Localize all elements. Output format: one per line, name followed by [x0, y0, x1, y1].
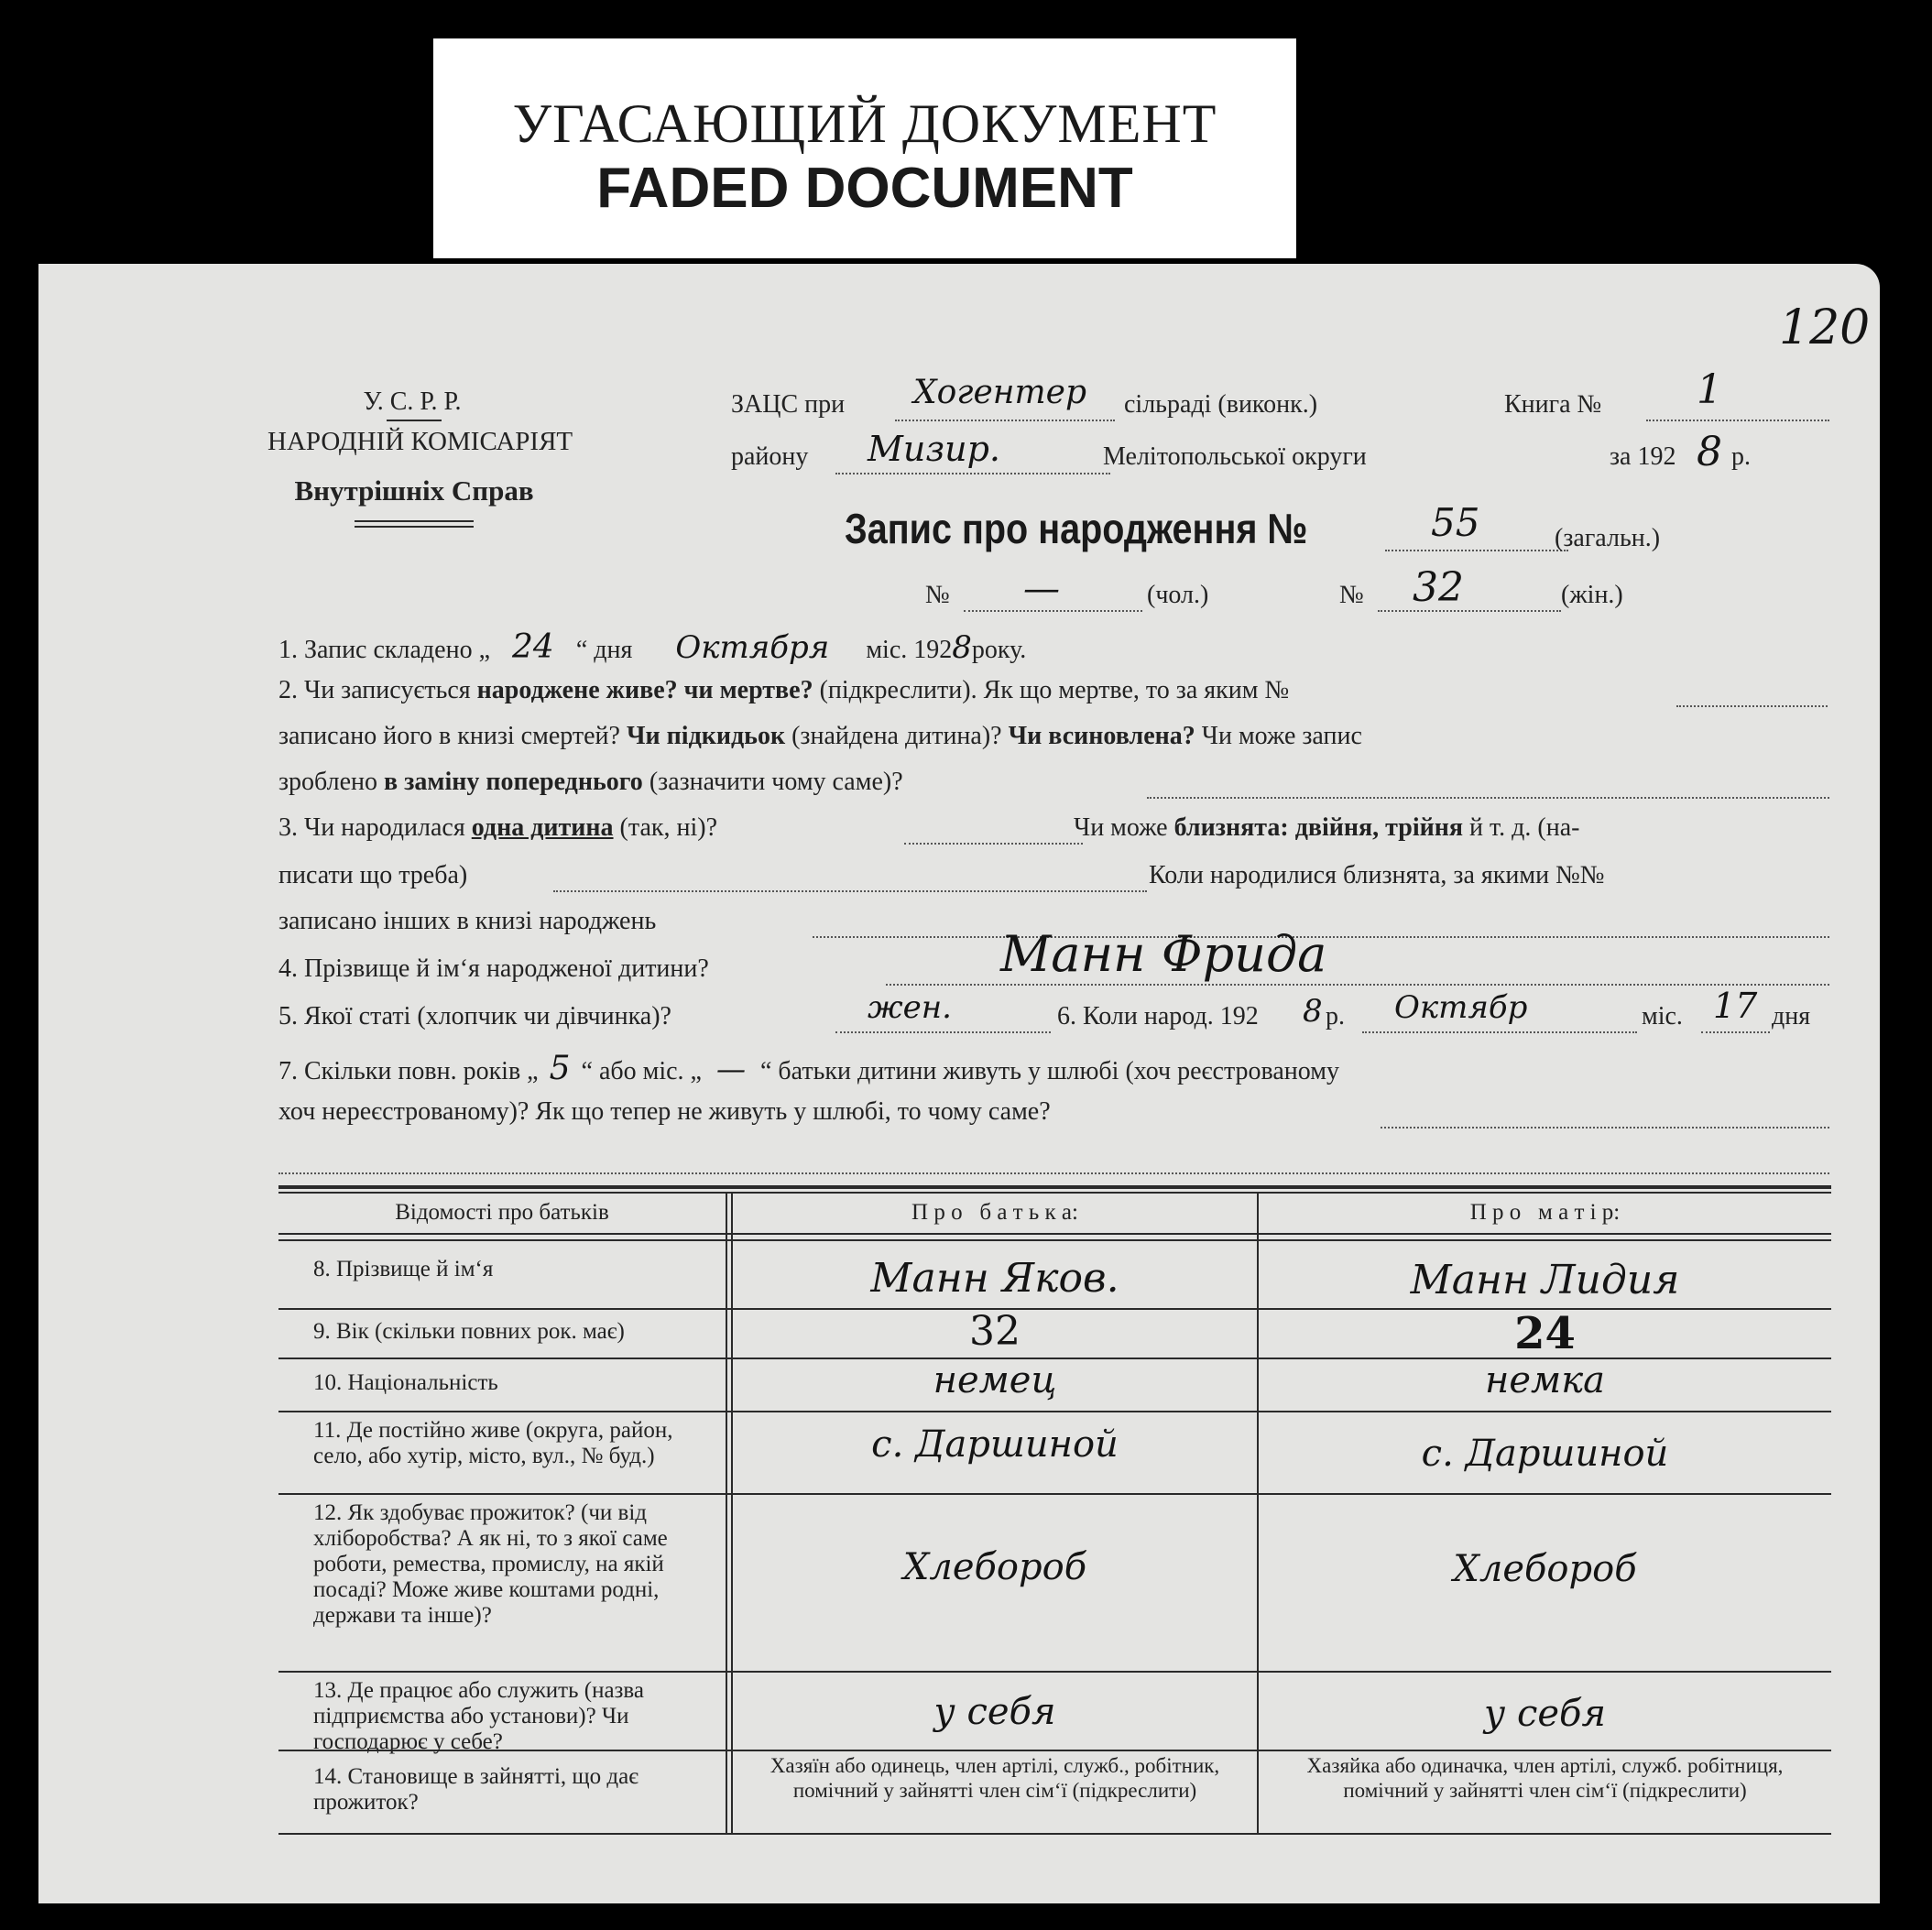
q2-line1: 2. Чи записується народжене живе? чи мертве? (підкреслити). Як що мертве, то за яким № — [278, 676, 1290, 704]
row-label-workplace: 13. Де працює або служить (назва підприємства або установи)? Чи господарює у себе? — [313, 1678, 644, 1754]
male-no-label: № — [925, 581, 950, 609]
q5-text: 5. Якої статі (хлопчик чи дівчинка)? — [278, 1002, 671, 1030]
district-value: Мизир. — [868, 429, 1000, 469]
q6-year-suffix: р. — [1326, 1002, 1345, 1030]
q3-line2-a: писати що треба) — [278, 861, 468, 889]
label-russian: УГАСАЮЩИЙ ДОКУМЕНТ — [512, 93, 1217, 154]
field-line — [904, 843, 1083, 845]
q2-line3: зроблено в заміну попереднього (зазначити чому саме)? — [278, 768, 903, 796]
q1-part: “ дня — [575, 636, 633, 664]
q1-text — [278, 628, 1026, 666]
okrug-label: Мелітопольської округи — [1103, 442, 1367, 471]
birth-year-digit: 8 — [1303, 993, 1323, 1030]
mother-livelihood: Хлебороб — [1453, 1548, 1637, 1590]
table-header-father: П р о б а т ь к а: — [911, 1200, 1078, 1225]
child-sex: жен. — [868, 989, 952, 1026]
mother-workplace: у себя — [1484, 1693, 1606, 1735]
field-line — [1378, 610, 1561, 612]
q7-text: 7. Скільки повн. років „ 5 “ або міс. „ — “ батьки дитини живуть у шлюбі (хоч реєстрованому — [278, 1050, 1339, 1087]
birth-month: Октябр — [1394, 989, 1528, 1026]
q1-day: 24 — [512, 628, 554, 666]
birth-record-form — [38, 264, 1880, 1903]
record-title: Запис про народження № — [845, 505, 1308, 552]
father-name: Манн Яков. — [870, 1255, 1119, 1302]
marriage-years: 5 — [549, 1050, 571, 1087]
father-employment-status: Хазяїн або одинець, член артілі, служб., робітник, помічний у зайнятті член сім‘ї (підкреслити) — [770, 1754, 1220, 1802]
field-line — [1381, 1127, 1829, 1129]
mother-employment-status: Хазяйка або одиначка, член артілі, служб. робітниця, помічний у зайнятті член сім‘ї (підкреслити) — [1306, 1754, 1784, 1802]
mother-residence: с. Даршиной — [1421, 1433, 1669, 1475]
year-suffix: р. — [1731, 442, 1751, 471]
book-number: 1 — [1697, 366, 1722, 413]
field-line — [886, 984, 1829, 986]
q1-month: Октября — [675, 629, 830, 666]
field-line — [1147, 797, 1829, 799]
divider — [387, 420, 442, 421]
male-number: — — [1023, 568, 1060, 610]
zags-label: ЗАЦС при — [731, 390, 846, 419]
q1-year: 8 — [952, 629, 972, 666]
zags-village: Хогентер — [913, 374, 1086, 411]
council-label: сільраді (виконк.) — [1124, 390, 1318, 419]
label-english: FADED DOCUMENT — [596, 157, 1133, 220]
divider — [355, 520, 474, 522]
district-label: району — [731, 442, 809, 471]
q4-text: 4. Прізвище й ім‘я народженої дитини? — [278, 954, 709, 983]
table-header-info: Відомості про батьків — [395, 1200, 609, 1225]
female-label: (жін.) — [1561, 581, 1623, 609]
q1-part: 1. Запис складено „ — [278, 636, 490, 664]
q1-part: року. — [971, 636, 1027, 664]
row-label-nationality: 10. Національність — [313, 1370, 498, 1395]
field-line — [835, 473, 1110, 474]
record-number: 55 — [1431, 500, 1480, 545]
q6-label: 6. Коли народ. 192 — [1057, 1002, 1259, 1030]
general-label: (загальн.) — [1555, 524, 1661, 552]
q6-month-label: міс. — [1642, 1002, 1683, 1030]
q3-line1-a: 3. Чи народилася одна дитина (так, ні)? — [278, 813, 717, 842]
divider — [355, 526, 474, 528]
father-workplace: у себя — [933, 1691, 1056, 1733]
q6-day-label: дня — [1772, 1002, 1811, 1030]
row-label-employment-status: 14. Становище в зайнятті, що дає прожиток? — [313, 1764, 639, 1815]
child-name: Манн Фрида — [1000, 925, 1327, 983]
state-abbrev: У. С. Р. Р. — [363, 387, 462, 416]
field-line — [835, 1031, 1051, 1033]
field-line — [1362, 1031, 1637, 1033]
q3-line1-b: Чи може близнята: двійня, трійня й т. д. (на- — [1074, 813, 1580, 842]
q7-line2: хоч нереєстрованому)? Як що тепер не живуть у шлюбі, то чому саме? — [278, 1097, 1051, 1126]
q3-line2-b: Коли народилися близнята, за якими №№ — [1149, 861, 1605, 889]
year-label: за 192 — [1610, 442, 1676, 471]
mother-nationality: немка — [1485, 1359, 1605, 1401]
book-label: Книга № — [1504, 390, 1602, 419]
female-no-label: № — [1339, 581, 1364, 609]
birth-day: 17 — [1713, 986, 1758, 1026]
field-line — [1385, 550, 1568, 551]
marriage-months: — — [715, 1052, 746, 1086]
father-livelihood: Хлебороб — [902, 1546, 1087, 1588]
field-line — [895, 420, 1115, 421]
q1-part: міс. 192 — [866, 636, 953, 664]
row-label-age: 9. Вік (скільки повних рок. має) — [313, 1319, 625, 1344]
field-line — [1676, 705, 1828, 707]
father-residence: с. Даршиной — [871, 1423, 1119, 1466]
table-header-mother: П р о м а т і р: — [1469, 1200, 1621, 1225]
year-digit: 8 — [1697, 429, 1722, 475]
field-line — [1701, 1031, 1770, 1033]
father-nationality: немец — [933, 1359, 1057, 1401]
row-label-livelihood: 12. Як здобуває прожиток? (чи від хліборобства? А як ні, то з якої саме роботи, ремества, промислу, на якій посаді? Може живе коштами родні, держави та інше)? — [313, 1500, 668, 1628]
male-label: (чол.) — [1147, 581, 1209, 609]
archive-label-card — [433, 38, 1296, 258]
row-label-name: 8. Прізвище й ім‘я — [313, 1257, 494, 1281]
q2-line2: записано його в книзі смертей? Чи підкидьок (знайдена дитина)? Чи всиновлена? Чи може запис — [278, 722, 1362, 750]
field-line — [278, 1172, 1829, 1174]
department-title: Внутрішніх Справ — [294, 474, 534, 507]
father-age: 32 — [969, 1308, 1021, 1355]
female-number: 32 — [1413, 564, 1464, 611]
commissariat-title: НАРОДНІЙ КОМІСАРІЯТ — [267, 427, 573, 456]
mother-name: Манн Лидия — [1410, 1257, 1680, 1303]
q3-line3: записано інших в книзі народжень — [278, 907, 657, 935]
field-line — [1646, 420, 1829, 421]
field-line — [964, 610, 1142, 612]
archive-page-number: 120 — [1779, 300, 1871, 355]
mother-age: 24 — [1514, 1308, 1576, 1359]
row-label-residence: 11. Де постійно живе (округа, район, село, або хутір, місто, вул., № буд.) — [313, 1418, 673, 1468]
field-line — [553, 890, 1147, 892]
